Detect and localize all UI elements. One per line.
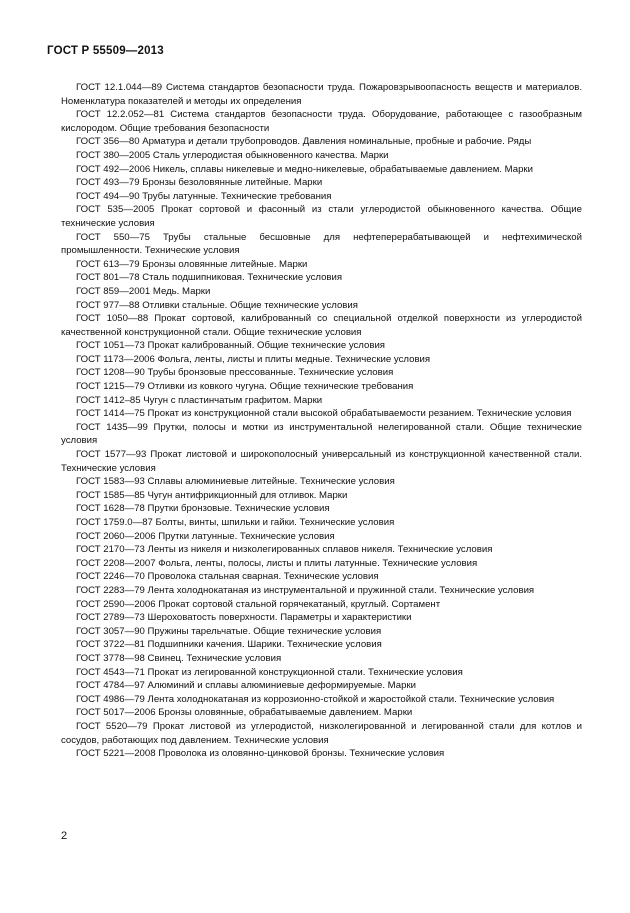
reference-item: ГОСТ 380—2005 Сталь углеродистая обыкновенного качества. Марки (76, 149, 389, 161)
reference-item: ГОСТ 613—79 Бронзы оловянные литейные. Марки (76, 258, 308, 270)
reference-item: ГОСТ 12.1.044—89 Система стандартов безопасности труда. Пожаровзрывоопасность веществ и материалов. Номенклатура показателей и методы их определения (61, 82, 582, 107)
reference-item: ГОСТ 2283—79 Лента холоднокатаная из инструментальной и пружинной стали. Технические условия (76, 584, 535, 596)
reference-item: ГОСТ 5017—2006 Бронзы оловянные, обрабатываемые давлением. Марки (76, 707, 413, 719)
reference-item: ГОСТ 1585—85 Чугун антифрикционный для отливок. Марки (76, 489, 348, 501)
reference-item: ГОСТ 2246—70 Проволока стальная сварная. Технические условия (76, 571, 379, 583)
reference-item: ГОСТ 1173—2006 Фольга, ленты, листы и плиты медные. Технические условия (76, 353, 431, 365)
page-number: 2 (61, 830, 68, 842)
reference-item: ГОСТ 859—2001 Медь. Марки (76, 285, 211, 297)
reference-item: ГОСТ 12.2.052—81 Система стандартов безопасности труда. Оборудование, работающее с газообразным кислородом. Общие требования безопасности (61, 109, 582, 134)
reference-item: ГОСТ 2060—2006 Прутки латунные. Технические условия (76, 530, 335, 542)
reference-item: ГОСТ 4784—97 Алюминий и сплавы алюминиевые деформируемые. Марки (76, 680, 417, 692)
reference-item: ГОСТ 5520—79 Прокат листовой из углеродистой, низколегированной и легированной стали для котлов и сосудов, работающих под давлением. Технические условия (61, 720, 582, 746)
reference-item: ГОСТ 801—78 Сталь подшипниковая. Технические условия (76, 272, 343, 284)
reference-item: ГОСТ 4986—79 Лента холоднокатаная из коррозионно-стойкой и жаростойкой стали. Технические условия (76, 693, 555, 705)
reference-item: ГОСТ 3057—90 Пружины тарельчатые. Общие технические условия (76, 625, 382, 637)
reference-item: ГОСТ 550—75 Трубы стальные бесшовные для нефтеперерабатывающей и нефтехимической промышленности. Технические условия (61, 231, 582, 257)
reference-item: ГОСТ 1628—78 Прутки бронзовые. Технические условия (76, 503, 330, 515)
reference-item: ГОСТ 4543—71 Прокат из легированной конструкционной стали. Технические условия (76, 666, 463, 678)
reference-item: ГОСТ 535—2005 Прокат сортовой и фасонный из стали углеродистой обыкновенного качества. Общие технические условия (61, 204, 582, 229)
reference-item: ГОСТ 2170—73 Ленты из никеля и низколегированных сплавов никеля. Технические условия (76, 544, 493, 556)
reference-item: ГОСТ 1759.0—87 Болты, винты, шпильки и гайки. Технические условия (76, 517, 395, 528)
reference-item: ГОСТ 492—2006 Никель, сплавы никелевые и медно-никелевые, обрабатываемые давлением. Марки (76, 163, 533, 175)
reference-item: ГОСТ 1414—75 Прокат из конструкционной стали высокой обрабатываемости резанием. Технические условия (76, 408, 572, 420)
reference-item: ГОСТ 1412–85 Чугун с пластинчатым графитом. Марки (76, 394, 323, 406)
reference-item: ГОСТ 3778—98 Свинец. Технические условия (76, 652, 282, 664)
reference-item: ГОСТ 1577—93 Прокат листовой и широкополосный универсальный из конструкционной качественной стали. Технические условия (61, 449, 582, 474)
reference-item: ГОСТ 5221—2008 Проволока из оловянно-цинковой бронзы. Технические условия (76, 748, 445, 760)
reference-item: ГОСТ 494—90 Трубы латунные. Технические требования (76, 190, 332, 202)
reference-item: ГОСТ 493—79 Бронзы безоловянные литейные. Марки (76, 177, 323, 189)
reference-item: ГОСТ 2208—2007 Фольга, ленты, полосы, листы и плиты латунные. Технические условия (76, 557, 478, 569)
reference-item: ГОСТ 1435—99 Прутки, полосы и мотки из инструментальной нелегированной стали. Общие технические условия (61, 421, 582, 447)
reference-item: ГОСТ 1051—73 Прокат калиброванный. Общие технические условия (76, 340, 385, 352)
reference-item: ГОСТ 1050—88 Прокат сортовой, калиброванный со специальной отделкой поверхности из углеродистой качественной конструкционной стали. Общие технические условия (61, 313, 582, 338)
reference-item: ГОСТ 356—80 Арматура и детали трубопроводов. Давления номинальные, пробные и рабочие. Ряды (76, 136, 532, 148)
document-header: ГОСТ Р 55509—2013 (47, 45, 164, 57)
reference-item: ГОСТ 2789—73 Шероховатость поверхности. Параметры и характеристики (76, 612, 412, 624)
reference-item: ГОСТ 977—88 Отливки стальные. Общие технические условия (76, 299, 358, 311)
reference-item: ГОСТ 1583—93 Сплавы алюминиевые литейные. Технические условия (76, 476, 395, 488)
reference-item: ГОСТ 1208—90 Трубы бронзовые прессованные. Технические условия (76, 367, 394, 379)
reference-item: ГОСТ 3722—81 Подшипники качения. Шарики. Технические условия (76, 639, 382, 651)
normative-references-list (61, 81, 582, 761)
reference-item: ГОСТ 2590—2006 Прокат сортовой стальной горячекатаный, круглый. Сортамент (76, 598, 441, 610)
reference-item: ГОСТ 1215—79 Отливки из ковкого чугуна. Общие технические требования (76, 381, 414, 393)
